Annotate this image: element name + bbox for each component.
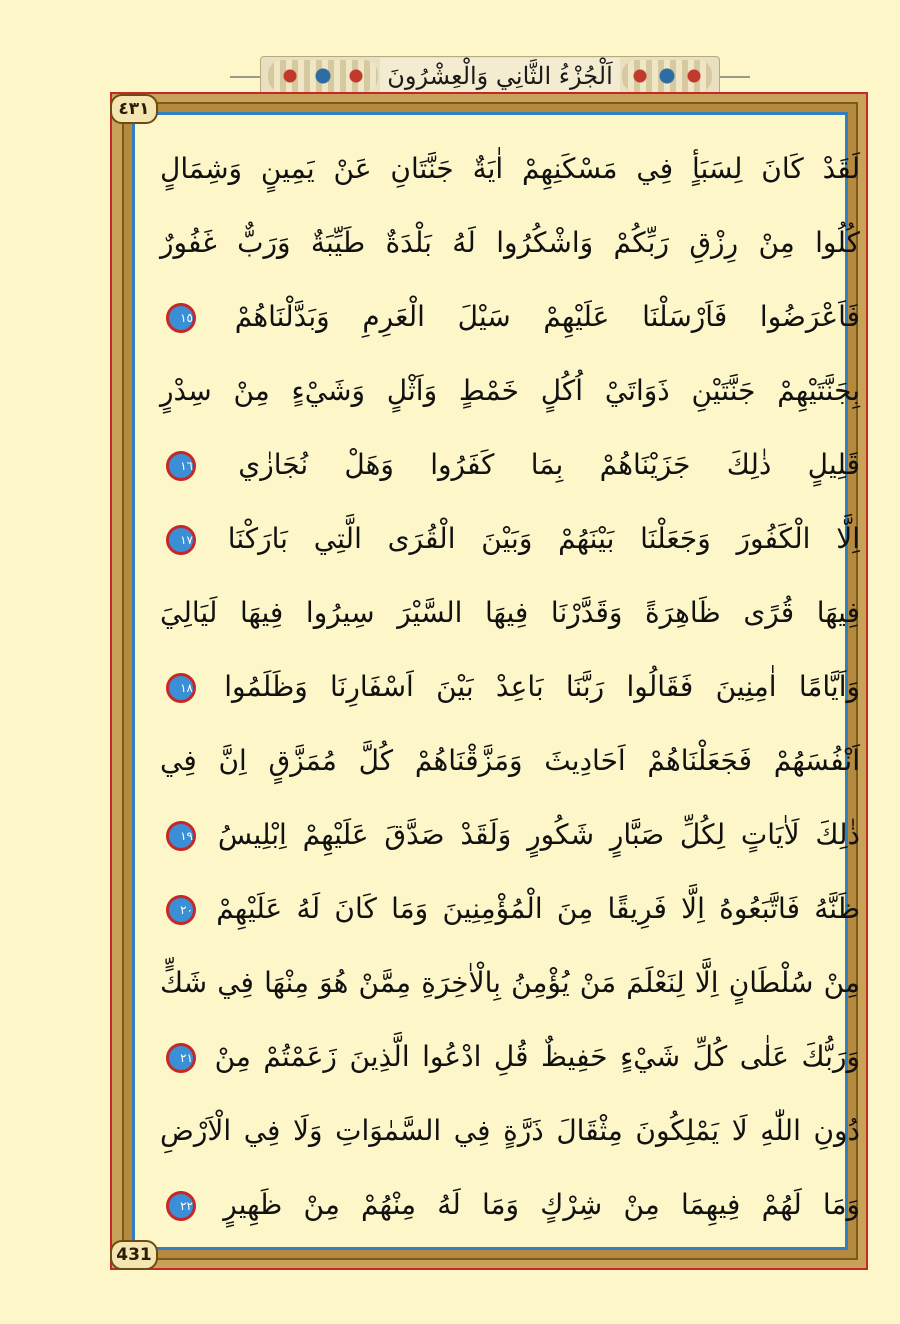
verse-marker: ١٩ (166, 821, 196, 851)
line-text: بِجَنَّتَيْهِمْ جَنَّتَيْنِ ذَوَاتَيْ اُكُلٍ خَمْطٍ وَاَثْلٍ وَشَيْءٍ مِنْ سِدْرٍ (160, 374, 860, 407)
verse-marker: ١٦ (166, 451, 196, 481)
line-text: كُلُوا مِنْ رِزْقِ رَبِّكُمْ وَاشْكُرُوا لَهُ بَلْدَةٌ طَيِّبَةٌ وَرَبٌّ غَفُورٌ (160, 226, 860, 259)
text-line (150, 1020, 870, 1094)
text-line (150, 1168, 870, 1242)
line-text: وَمَا لَهُمْ فِيهِمَا مِنْ شِرْكٍ وَمَا لَهُ مِنْهُمْ مِنْ ظَهِيرٍ (223, 1188, 860, 1221)
text-line (150, 872, 870, 946)
line-text: مِنْ سُلْطَانٍ اِلَّا لِنَعْلَمَ مَنْ يُؤْمِنُ بِالْاٰخِرَةِ مِمَّنْ هُوَ مِنْهَا فِي شَكٍّ (160, 966, 860, 999)
line-text: ظَنَّهُ فَاتَّبَعُوهُ اِلَّا فَرِيقًا مِنَ الْمُؤْمِنِينَ وَمَا كَانَ لَهُ عَلَيْهِمْ (216, 892, 860, 925)
text-line (150, 946, 870, 1020)
line-text: فَاَعْرَضُوا فَاَرْسَلْنَا عَلَيْهِمْ سَيْلَ الْعَرِمِ وَبَدَّلْنَاهُمْ (234, 300, 860, 333)
text-line (150, 724, 870, 798)
page-number-top: ٤٣١ (110, 94, 158, 124)
text-line (150, 650, 870, 724)
line-text: اِلَّا الْكَفُورَ وَجَعَلْنَا بَيْنَهُمْ وَبَيْنَ الْقُرَى الَّتِي بَارَكْنَا (227, 522, 860, 555)
verse-marker: ٢٠ (166, 895, 196, 925)
juz-title: اَلْجُزْءُ الثَّانِي وَالْعِشْرُونَ (380, 58, 620, 94)
verse-marker: ٢١ (166, 1043, 196, 1073)
line-text: لَقَدْ كَانَ لِسَبَأٍ فِي مَسْكَنِهِمْ اٰيَةٌ جَنَّتَانِ عَنْ يَمِينٍ وَشِمَالٍ (160, 152, 860, 185)
line-text: دُونِ اللّٰهِ لَا يَمْلِكُونَ مِثْقَالَ ذَرَّةٍ فِي السَّمٰوَاتِ وَلَا فِي الْاَرْضِ (160, 1114, 860, 1147)
line-text: اَنْفُسَهُمْ فَجَعَلْنَاهُمْ اَحَادِيثَ وَمَزَّقْنَاهُمْ كُلَّ مُمَزَّقٍ اِنَّ فِي (160, 744, 860, 777)
line-text: ذٰلِكَ لَاٰيَاتٍ لِكُلِّ صَبَّارٍ شَكُورٍ وَلَقَدْ صَدَّقَ عَلَيْهِمْ اِبْلِيسُ (217, 818, 860, 851)
line-text: فِيهَا قُرًى ظَاهِرَةً وَقَدَّرْنَا فِيهَا السَّيْرَ سِيرُوا فِيهَا لَيَالِيَ (160, 596, 860, 629)
header-ornament-right (622, 60, 712, 92)
text-line (150, 502, 870, 576)
header-ornament-left (268, 60, 378, 92)
line-text: قَلِيلٍ ذٰلِكَ جَزَيْنَاهُمْ بِمَا كَفَرُوا وَهَلْ نُجَازٰي (238, 448, 860, 481)
verse-marker: ١٨ (166, 673, 196, 703)
text-line (150, 354, 870, 428)
text-line (150, 576, 870, 650)
text-line (150, 132, 870, 206)
page-number-bottom: 431 (110, 1240, 158, 1270)
line-text: وَرَبُّكَ عَلٰى كُلِّ شَيْءٍ حَفِيظٌ قُلِ ادْعُوا الَّذِينَ زَعَمْتُمْ مِنْ (214, 1040, 860, 1073)
line-text: وَاَيَّامًا اٰمِنِينَ فَقَالُوا رَبَّنَا بَاعِدْ بَيْنَ اَسْفَارِنَا وَظَلَمُوا (224, 670, 860, 703)
text-line (150, 280, 870, 354)
text-line (150, 1094, 870, 1168)
verse-marker: ١٧ (166, 525, 196, 555)
verse-marker: ٢٢ (166, 1191, 196, 1221)
verse-marker: ١٥ (166, 303, 196, 333)
text-line (150, 428, 870, 502)
text-line (150, 798, 870, 872)
text-line (150, 206, 870, 280)
